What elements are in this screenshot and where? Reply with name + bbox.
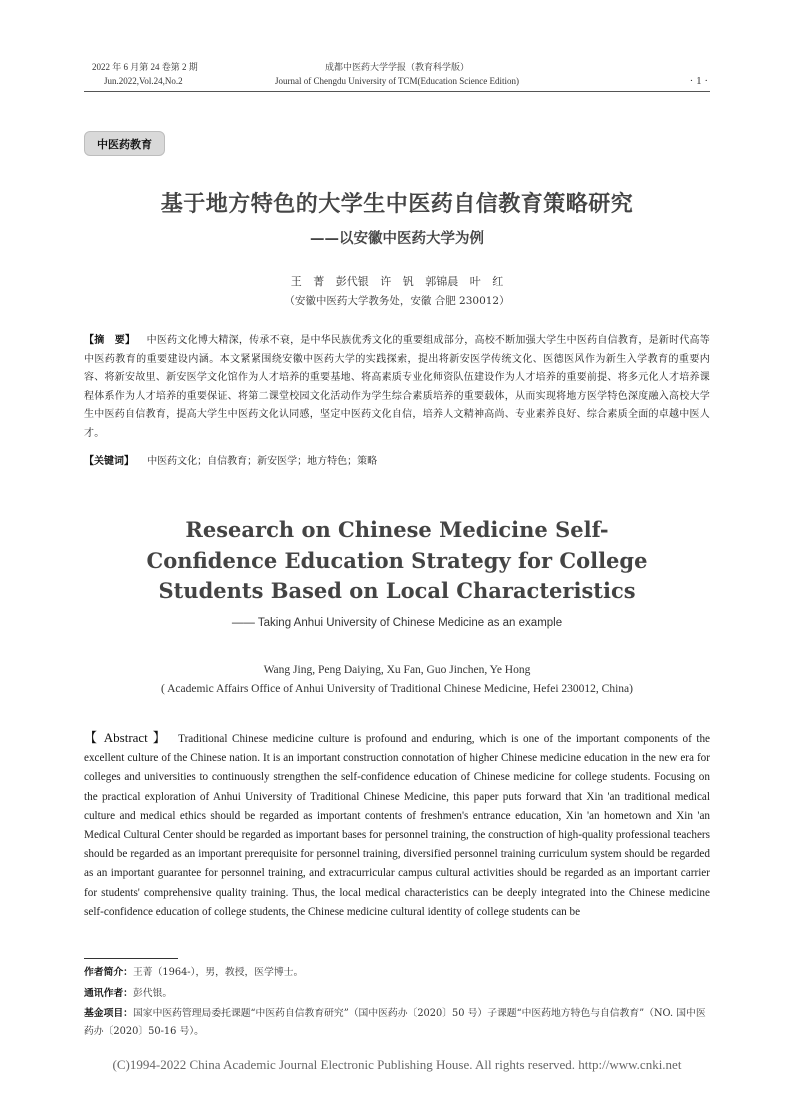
- cn-keywords: [84, 453, 710, 471]
- issue-info-cn: 2022 年 6 月第 24 卷第 2 期: [92, 62, 198, 72]
- page-number: · 1 ·: [689, 75, 708, 87]
- cn-keywords-text: 中医药文化；自信教育；新安医学；地方特色；策略: [147, 456, 378, 467]
- footnote-fund-label: 基金项目：: [84, 1008, 133, 1019]
- footnote-corresponding: [84, 985, 710, 1003]
- en-abstract: [84, 728, 710, 922]
- footnote-corr-text: 彭代银。: [132, 988, 173, 999]
- cn-keywords-label: 【关键词】: [84, 456, 134, 467]
- cn-abstract-label: 【摘 要】: [84, 335, 136, 346]
- cn-authors: 王 菁 彭代银 许 钒 郭锦晨 叶 红: [290, 275, 504, 288]
- en-affiliation: ( Academic Affairs Office of Anhui University of Traditional Chinese Medicine, Hefei 230012, China): [161, 683, 633, 695]
- section-badge: 中医药教育: [84, 131, 165, 156]
- journal-name-en: Journal of Chengdu University of TCM(Education Science Edition): [274, 76, 520, 86]
- en-authors: Wang Jing, Peng Daiying, Xu Fan, Guo Jinchen, Ye Hong: [263, 664, 531, 676]
- cn-title: 基于地方特色的大学生中医药自信教育策略研究: [160, 192, 634, 217]
- cn-subtitle: ——以安徽中医药大学为例: [310, 231, 484, 247]
- footnote-rule: [84, 958, 178, 959]
- header-rule: [84, 91, 710, 92]
- footnote-funding: [84, 1005, 710, 1041]
- issue-info-en: Jun.2022,Vol.24,No.2: [104, 76, 183, 86]
- en-abstract-text: Traditional Chinese medicine culture is profound and enduring, which is one of the important components of the excellent culture of the Chinese nation. It is an important construction connotation of higher Chinese medicine education in the new era for colleges and universities to continuously strengthen the self-confidence education of Chinese medicine for college students. Focusing on the practical exploration of Anhui University of Traditional Chinese Medicine, this paper puts forward that Xin 'an traditional medical culture and medical ethics should be regarded as important contents of freshmen's entrance education, Xin 'an hometown and Xin 'an Medical Cultural Center should be regarded as important bases for personnel training, the construction of high-quality professional teachers should be regarded as an important prerequisite for personnel training, diversified personnel training curriculum system should be regarded as an important guarantee for personnel training, and extracurricular campus cultural activities should be regarded as an important carrier for students' comprehensive quality training. Thus, the local medical characteristics can be deeply integrated into the Chinese medicine self-confidence education of college students, the Chinese medicine cultural identity of college students can be: [84, 733, 711, 918]
- footnote-fund-text: 国家中医药管理局委托课题“中医药自信教育研究”（国中医药办〔2020〕50 号）子课题“中医药地方特色与自信教育”（NO. 国中医药办〔2020〕50-16 号）。: [84, 1008, 706, 1037]
- journal-name-cn: 成都中医药大学学报（教育科学版）: [324, 62, 469, 72]
- en-title-line-1: Research on Chinese Medicine Self-: [185, 517, 609, 542]
- footnote-author: [84, 964, 710, 982]
- cn-affiliation: （安徽中医药大学教务处，安徽 合肥 230012）: [284, 295, 510, 307]
- en-abstract-label: 【 Abstract 】: [84, 730, 168, 745]
- cn-abstract-text: 中医药文化博大精深，传承不衰，是中华民族优秀文化的重要组成部分，高校不断加强大学生中医药自信教育，是新时代高等中医药教育的重要建设内涵。本文紧紧围绕安徽中医药大学的实践探索，提出将新安医学传统文化、医德医风作为新生入学教育的重要内容、将新安故里、新安医学文化馆作为人才培养的重要基地、将高素质专业化师资队伍建设作为人才培养的重要前提、将多元化人才培养课程体系作为人才培养的重要保证、将第二课堂校园文化活动作为学生综合素质培养的重要载体，从而实现将地方医学特色深度融入高校大学生中医药自信教育，提高大学生中医药文化认同感，坚定中医药文化自信，培养人文精神高尚、专业素养良好、综合素质全面的卓越中医人才。: [84, 335, 711, 439]
- copyright-footer: (C)1994-2022 China Academic Journal Electronic Publishing House. All rights reserved. http://www.cnki.net: [112, 1057, 682, 1072]
- en-title: [0, 515, 794, 607]
- en-title-line-2: Confidence Education Strategy for College: [146, 547, 648, 573]
- footnote-author-text: 王菁（1964-），男，教授，医学博士。: [132, 967, 304, 978]
- en-title-line-3: Students Based on Local Characteristics: [158, 578, 636, 603]
- cn-abstract: [84, 332, 710, 443]
- en-subtitle: —— Taking Anhui University of Chinese Medicine as an example: [231, 617, 563, 629]
- footnote-corr-label: 通讯作者：: [84, 988, 133, 999]
- footnote-author-label: 作者简介：: [84, 967, 133, 978]
